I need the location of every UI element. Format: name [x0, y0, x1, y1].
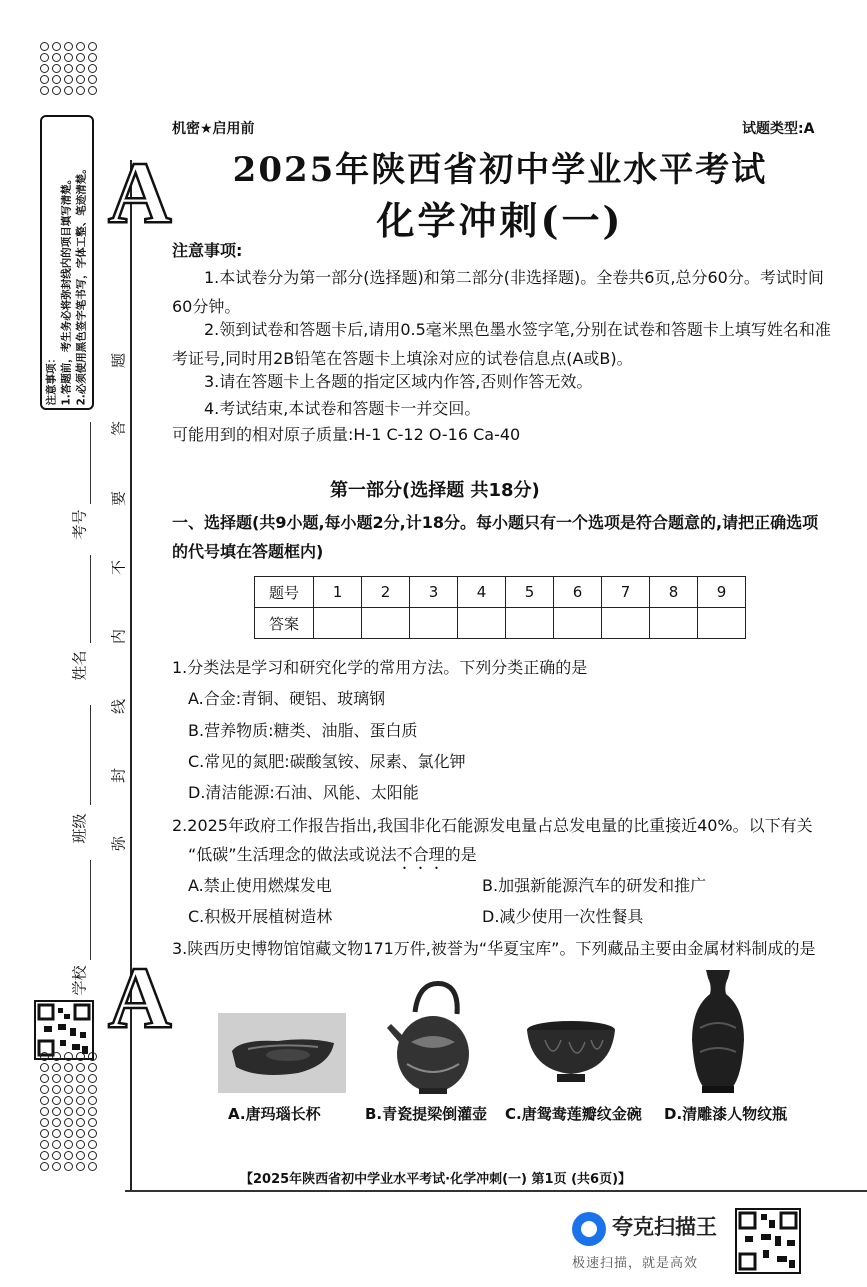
q3-option-d: D.清雕漆人物纹瓶	[664, 1105, 788, 1123]
table-header-cell: 题号	[255, 577, 314, 608]
exam-subtitle: 化学冲刺(一)	[376, 198, 624, 243]
seal-char: 封	[109, 768, 128, 784]
seal-char: 弥	[109, 836, 128, 852]
question-number-cell: 2	[362, 577, 410, 608]
notices-heading: 注意事项:	[172, 241, 243, 260]
agate-cup-image	[218, 1013, 346, 1093]
q1-option-d: D.清洁能源:石油、风能、太阳能	[188, 783, 419, 802]
binding-holes-bottom	[40, 1052, 100, 1187]
confidential-label: 机密★启用前	[172, 121, 255, 137]
field-line-name[interactable]	[90, 555, 91, 643]
q3-stem: 3.陕西历史博物馆馆藏文物171万件,被誉为“华夏宝库”。下列藏品主要由金属材料制成的是	[172, 939, 816, 958]
field-label-school: 学校	[70, 965, 89, 996]
q2-option-c: C.积极开展植树造林	[188, 907, 333, 926]
paper-type-label: 试题类型:A	[742, 121, 815, 137]
answer-table	[254, 576, 746, 639]
qr-code-watermark	[735, 1208, 801, 1274]
answer-cell[interactable]	[698, 608, 746, 639]
answer-cell[interactable]	[506, 608, 554, 639]
q3-option-c: C.唐鸳鸯莲瓣纹金碗	[505, 1105, 642, 1123]
seal-char: 题	[109, 353, 128, 369]
q1-option-c: C.常见的氮肥:碳酸氢铵、尿素、氯化钾	[188, 752, 466, 771]
question-number-cell: 7	[602, 577, 650, 608]
q3-option-b: B.青瓷提梁倒灌壶	[365, 1105, 488, 1123]
seal-char: 内	[109, 629, 128, 645]
question-number-cell: 6	[554, 577, 602, 608]
question-number-cell: 9	[698, 577, 746, 608]
marker-letter-bottom: A	[108, 950, 172, 1047]
q2-stem-line1: 2.2025年政府工作报告指出,我国非化石能源发电量占总发电量的比重接近40%。以下有关	[172, 816, 813, 835]
page-footer: 【2025年陕西省初中学业水平考试·化学冲刺(一) 第1页 (共6页)】	[240, 1172, 632, 1187]
q1-option-a: A.合金:青铜、硬铝、玻璃钢	[188, 689, 386, 708]
answer-cell[interactable]	[410, 608, 458, 639]
exam-title: 2025年陕西省初中学业水平考试	[232, 150, 768, 190]
field-line-school[interactable]	[90, 860, 91, 960]
atomic-masses: 可能用到的相对原子质量:H-1 C-12 O-16 Ca-40	[172, 425, 521, 444]
gold-bowl-image	[525, 1018, 617, 1090]
table-header-cell: 答案	[255, 608, 314, 639]
margin-notice-text: 注意事项： 1.答题前，考生务必将弥封线内的项目填写清楚。 2.必须使用黑色签字笔书写，字体工整、笔迹清楚。	[45, 162, 88, 405]
field-line-exam-number[interactable]	[90, 422, 91, 504]
part1-instruction: 一、选择题(共9小题,每小题2分,计18分。每小题只有一个选项是符合题意的,请把正确选项的代号填在答题框内)	[172, 513, 819, 561]
q1-stem: 1.分类法是学习和研究化学的常用方法。下列分类正确的是	[172, 658, 588, 677]
field-line-class[interactable]	[90, 705, 91, 805]
answer-cell[interactable]	[650, 608, 698, 639]
q2-emphasis: 不合理	[396, 845, 445, 864]
question-number-cell: 5	[506, 577, 554, 608]
q2-option-a: A.禁止使用燃煤发电	[188, 876, 332, 895]
q1-option-b: B.营养物质:糖类、油脂、蛋白质	[188, 721, 418, 740]
watermark-title: 夸克扫描王	[612, 1215, 717, 1239]
lacquer-vase-image	[688, 968, 748, 1095]
q2-option-b: B.加强新能源汽车的研发和推广	[482, 876, 707, 895]
table-row	[255, 608, 746, 639]
answer-cell[interactable]	[458, 608, 506, 639]
answer-cell[interactable]	[362, 608, 410, 639]
marker-letter-top: A	[108, 145, 172, 242]
question-number-cell: 3	[410, 577, 458, 608]
bottom-divider	[125, 1190, 867, 1192]
q2-option-d: D.减少使用一次性餐具	[482, 907, 644, 926]
answer-cell[interactable]	[314, 608, 362, 639]
question-number-cell: 1	[314, 577, 362, 608]
seal-char: 线	[109, 699, 128, 715]
field-label-exam-number: 考号	[70, 509, 89, 540]
field-label-class: 班级	[70, 813, 89, 844]
seal-char: 答	[109, 421, 128, 437]
notice-item: 1.本试卷分为第一部分(选择题)和第二部分(非选择题)。全卷共6页,总分60分。考试时间60分钟。	[172, 268, 824, 316]
question-number-cell: 4	[458, 577, 506, 608]
watermark-subtitle: 极速扫描，就是高效	[572, 1256, 699, 1271]
q2-stem-line2: “低碳”生活理念的做法或说法不合理的是	[188, 845, 477, 864]
margin-notice-box	[40, 115, 94, 410]
seal-char: 要	[109, 491, 128, 507]
scanner-logo-icon	[572, 1212, 606, 1246]
notice-item: 4.考试结束,本试卷和答题卡一并交回。	[204, 399, 481, 418]
binding-holes-top	[40, 42, 100, 102]
field-label-name: 姓名	[70, 650, 89, 681]
notice-item: 2.领到试卷和答题卡后,请用0.5毫米黑色墨水签字笔,分别在试卷和答题卡上填写姓名和准考证号,同时用2B铅笔在答题卡上填涂对应的试卷信息点(A或B)。	[172, 320, 831, 368]
answer-cell[interactable]	[602, 608, 650, 639]
notice-item: 3.请在答题卡上各题的指定区域内作答,否则作答无效。	[204, 372, 593, 391]
qr-code-small	[34, 1000, 94, 1060]
answer-cell[interactable]	[554, 608, 602, 639]
table-row	[255, 577, 746, 608]
question-number-cell: 8	[650, 577, 698, 608]
seal-char: 不	[109, 560, 128, 576]
celadon-teapot-image	[385, 972, 480, 1097]
q3-option-a: A.唐玛瑙长杯	[228, 1105, 321, 1123]
part1-title: 第一部分(选择题 共18分)	[330, 480, 540, 501]
